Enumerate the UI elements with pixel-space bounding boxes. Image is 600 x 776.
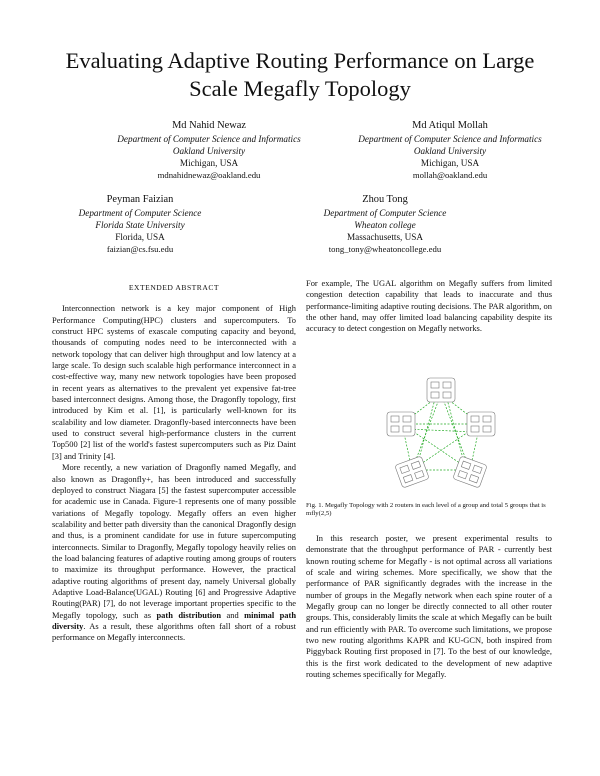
author-location: Massachusetts, USA (346, 232, 424, 243)
author-dept: Department of Computer Science and Informatics (117, 133, 301, 144)
group-box (453, 456, 488, 488)
author-email: tong_tony@wheatoncollege.edu (328, 244, 442, 255)
author-block-4 (260, 193, 510, 256)
bold-term: path distribution (156, 609, 222, 620)
router-box (443, 392, 451, 398)
router-group-bottom-left (395, 456, 430, 488)
paragraph-text: . As a result, these algorithms often fall short of a robust performance on Megafly interconnects. (52, 620, 296, 643)
router-group-right (467, 412, 495, 436)
bold-term: minimal path diversity (52, 609, 297, 631)
author-dept: Department of Computer Science (78, 207, 202, 218)
author-block-2 (325, 119, 575, 182)
author-email: mollah@oakland.edu (412, 170, 488, 181)
router-box (443, 382, 451, 388)
router-box (431, 382, 439, 388)
router-group-left (387, 412, 415, 436)
router-box (403, 426, 411, 432)
paragraph-text: More recently, a new variation of Dragonfly named Megafly, and also known as Dragonfly+, has been introduced and successfully deployed to construct Niagara [5] the fastest supercomputer accessible for academic use in Canada. Figure-1 represents one of many possible variations of Megafly topology. Megafly offers an even higher scalability and better path diversity than the canonical Dragonfly design and thus, is a prominent candidate for use in future supercomputing interconnects. Similar to Dragonfly, Megafly topology heavily relies on the load balancing features of adaptive routing among groups of routers to maximize its throughput performance. However, the practical adaptive routing algorithms of present day, namely Universal globally Adaptive Load-Balance(UGAL) Routing [6] and Progressive Adaptive Routing(PAR) [7], do not leverage important properties specific to the Megafly topology, such as (52, 462, 296, 620)
author-dept: Department of Computer Science (323, 207, 447, 218)
author-name: Zhou Tong (362, 194, 408, 205)
author-inst: Oakland University (172, 145, 246, 156)
router-group-bottom-right (453, 456, 488, 488)
paragraph: In this research poster, we present experimental results to demonstrate that the throughput performance of PAR - currently best known routing scheme for Megafly - is not optimal across all variations of scale and wiring schemes. More specifically, we show that the performance of PAR significantly degrades with the increase in the number of groups in the Megafly network when each spine router of a Megafly group can no longer be directly connected to all other router groups. This, considerably limits the scale at which Megafly can be built and run efficiently with PAR. To overcome such limitations, we propose two new routing algorithms KAPR and KU-GCN, both inspired from Piggyback Routing first proposed in [7]. To the best of our knowledge, this is the first work dedicated to the development of new adaptive routing schemes specifically for Megafly. (306, 533, 552, 680)
author-block-1 (84, 119, 334, 182)
author-location: Florida, USA (115, 232, 165, 243)
router-box (391, 416, 399, 422)
title-line-2: Scale Megafly Topology (189, 76, 411, 101)
router-group-top (427, 378, 455, 402)
author-inst: Florida State University (95, 219, 185, 230)
group-box (387, 412, 415, 436)
paragraph-text: and (226, 609, 239, 620)
group-box (395, 456, 430, 488)
router-box (391, 426, 399, 432)
author-name: Md Nahid Newaz (172, 120, 246, 131)
router-box (471, 426, 479, 432)
author-location: Michigan, USA (420, 158, 480, 169)
router-box (471, 416, 479, 422)
router-box (431, 392, 439, 398)
megafly-topology-figure (377, 374, 505, 490)
author-block-3 (30, 193, 250, 256)
group-box (467, 412, 495, 436)
group-box (427, 378, 455, 402)
author-email: faizian@cs.fsu.edu (106, 244, 174, 255)
paper-title (30, 47, 570, 103)
right-column (306, 278, 552, 335)
router-box (483, 426, 491, 432)
author-location: Michigan, USA (179, 158, 239, 169)
paragraph (52, 462, 296, 644)
section-heading: EXTENDED ABSTRACT (128, 283, 220, 292)
author-inst: Wheaton college (354, 219, 416, 230)
left-column (52, 282, 296, 644)
author-name: Peyman Faizian (106, 194, 174, 205)
title-line-1: Evaluating Adaptive Routing Performance on Large (65, 48, 535, 73)
author-email: mdnahidnewaz@oakland.edu (157, 170, 261, 181)
router-box (483, 416, 491, 422)
author-inst: Oakland University (413, 145, 487, 156)
author-dept: Department of Computer Science and Informatics (358, 133, 542, 144)
right-column-lower (306, 533, 552, 680)
link-line (407, 429, 475, 432)
paragraph: Interconnection network is a key major component of High Performance Computing(HPC) clusters and supercomputers. To construct HPC systems of exascale computing capacity and beyond, thousands of computing nodes need to be interconnected with a network topology that can deliver high throughput and low latency at a large scale. To design such scalable high performance interconnect in a cost-effective way, many new network topologies have been proposed in recent years as alternatives to the prevalent yet expensive fat-tree based interconnect designs. Among those, the Dragonfly topology, first introduced by Kim et al. [1], is particularly well-known for its scalability and low diameter. Dragonfly-based interconnects have been used to construct several high-performance clusters in the current Top500 [2] list of the world's fastest supercomputers such as Piz Daint [3] and Trinity [4]. (52, 303, 296, 461)
author-name: Md Atiqul Mollah (412, 120, 488, 131)
paragraph: For example, The UGAL algorithm on Megafly suffers from limited congestion detection capability that leads to inaccurate and thus performance-limiting adaptive routing decisions. The PAR algorithm, on the other hand, may offer limited load balancing capability despite its accuracy to detect congestion on Megafly networks. (306, 278, 552, 334)
router-box (403, 416, 411, 422)
figure-caption: Fig. 1. Megafly Topology with 2 routers in each level of a group and total 5 groups that is mfly(2,5) (306, 502, 546, 518)
